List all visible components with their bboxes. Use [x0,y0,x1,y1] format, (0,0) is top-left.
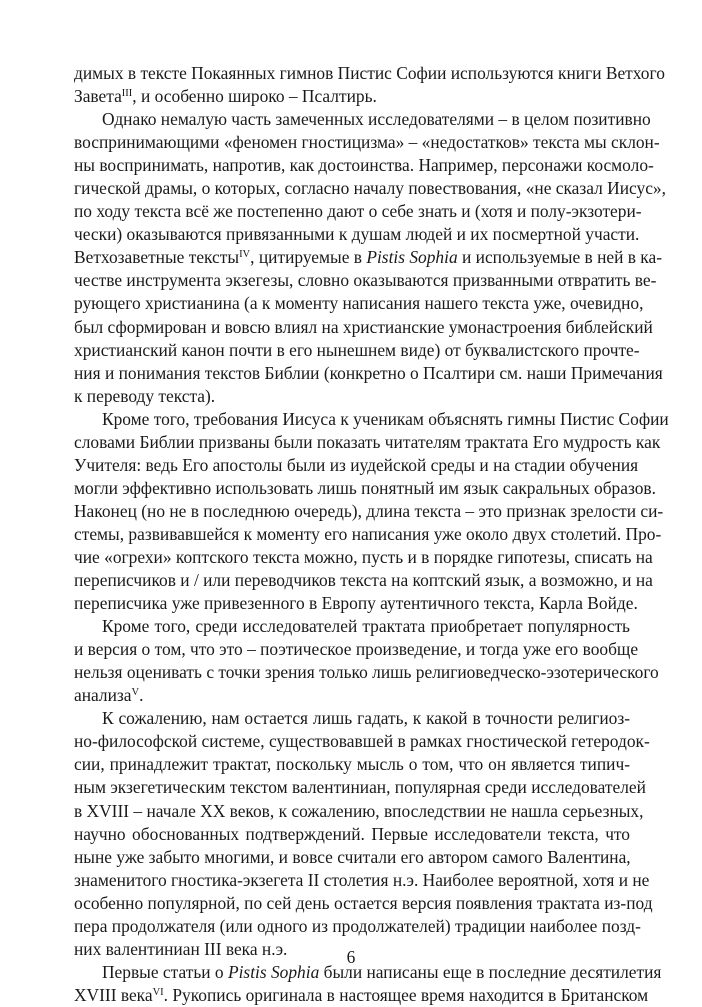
text-line: ным экзегетическим текстом валентиниан, популярная среди исследователей [74,777,646,798]
footnote-ref[interactable]: V [131,687,140,699]
text-line: и версия о том, что это – поэтическое произведение, и тогда уже его вообще [74,639,639,660]
text-line: Ветхозаветные тексты$^{IV}$, цитируемые в Pistis Sophia и используемые в ней в ка- [74,247,663,268]
body-text [74,62,669,1007]
text-line: был сформирован и вовсю влиял на христианские умонастроения библейский [74,316,653,337]
text-line: но-философской системе, существовавшей в рамках гностической гетеродок- [74,731,650,752]
text-line: знаменитого гностика-экзегета II столетия н.э. Наиболее вероятной, хотя и не [74,869,650,890]
text-line: Завета$^{III}$, и особенно широко – Псалтирь. [74,86,377,107]
text-line: чески) оказываются привязанными к душам людей и их посмертной участи. [74,224,640,245]
text-line: чие «огрехи» коптского текста можно, пусть и в порядке гипотезы, списать на [74,546,653,567]
text-line: Кроме того, требования Иисуса к ученикам объяснять гимны Пистис Софии [102,408,669,429]
text-line: в XVIII – начале XX веков, к сожалению, впоследствии не нашла серьезных, [74,800,644,821]
text-line: XVIII века$^{VI}$. Рукопись оригинала в настоящее время находится в Британском [74,984,649,1005]
text-line: словами Библии призваны были показать читателям трактата Его мудрость как [74,431,661,452]
text-line: Учителя: ведь Его апостолы были из иудейской среды и на стадии обучения [74,454,639,475]
text-line: К сожалению, нам остается лишь гадать, к какой в точности религиоз- [102,708,630,729]
text-line: воспринимающими «феномен гностицизма» – «недостатков» текста мы склон- [74,132,660,153]
text-line: ны воспринимать, напротив, как достоинства. Например, персонажи космоло- [74,155,654,176]
footnote-ref[interactable]: IV [239,249,251,261]
page-number: 6 [346,947,356,967]
text-line: анализа$^V$. [74,685,144,706]
footnote-ref[interactable]: III [121,88,133,100]
text-line: ныне уже забыто многими, и вовсе считали его автором самого Валентина, [74,846,631,867]
text-line: по ходу текста всё же постепенно дают о себе знать и (хотя и полу-экзотери- [74,201,642,222]
text-line: сии, принадлежит трактат, поскольку мысль о том, что он является типич- [74,754,630,775]
text-line: рующего христианина (а к моменту написания нашего текста уже, очевидно, [74,293,644,314]
text-line: переписчиков и / или переводчиков текста на коптский язык, а возможно, и на [74,570,653,591]
text-line: нельзя оценивать с точки зрения только лишь религиоведческо-эзотерического [74,662,659,683]
text-line: к переводу текста). [74,385,216,406]
text-line: особенно популярной, по сей день остается версия появления трактата из-под [74,892,653,913]
text-line: могли эффективно использовать лишь понятный им язык сакральных образов. [74,477,656,498]
footnote-ref[interactable]: VI [152,986,164,998]
text-line: Однако немалую часть замеченных исследователями – в целом позитивно [102,109,651,130]
text-line: гической драмы, о которых, согласно началу повествования, «не сказал Иисус», [74,178,666,199]
text-line: пера продолжателя (или одного из продолжателей) традиции наиболее позд- [74,915,641,936]
text-line: Наконец (но не в последнюю очередь), длина текста – это признак зрелости си- [74,500,664,521]
text-line: переписчика уже привезенного в Европу аутентичного текста, Карла Войде. [74,593,638,614]
text-line: ния и понимания текстов Библии (конкретно о Псалтири см. наши Примечания [74,362,663,383]
text-line: Кроме того, среди исследователей трактата приобретает популярность [102,616,630,637]
text-line: научно обоснованных подтверждений. Первые исследователи текста, что [74,823,630,844]
text-line: христианский канон почти в его нынешнем виде) от буквалистского прочте- [74,339,640,360]
text-line: честве инструмента экзегезы, словно оказываются призванными отвратить ве- [74,270,657,291]
text-line: Первые статьи о Pistis Sophia были написаны еще в последние десятилетия [102,961,662,982]
text-line: димых в тексте Покаянных гимнов Пистис Софии используются книги Ветхого [74,63,665,83]
text-line: них валентиниан III века н.э. [74,938,288,959]
text-line: стемы, развивавшейся к моменту его написания уже около двух столетий. Про- [74,523,662,544]
